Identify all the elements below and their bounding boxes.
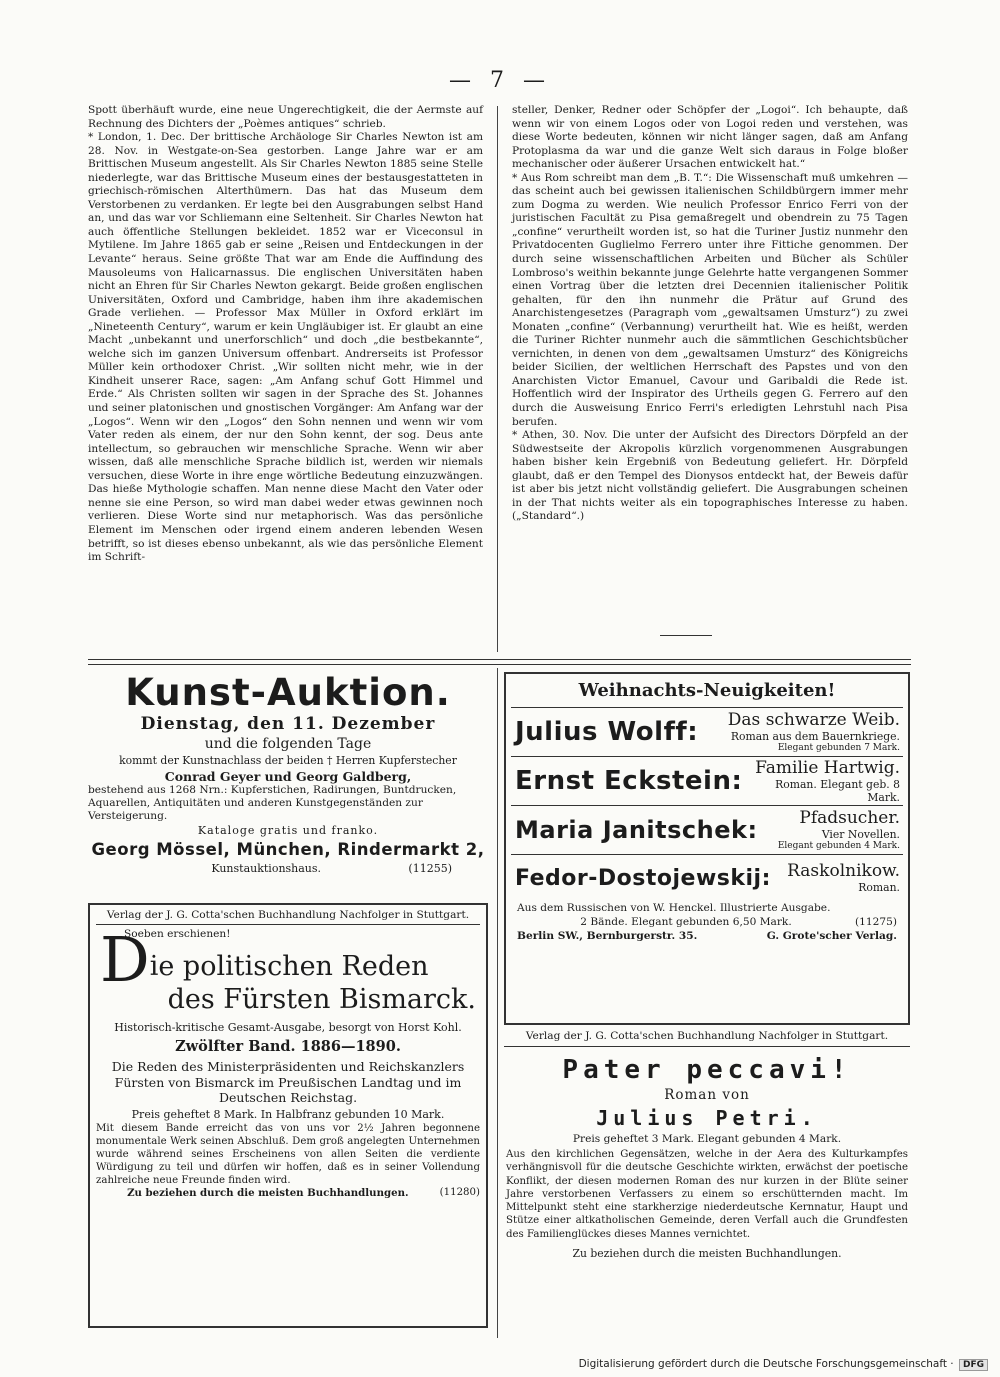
book-subtitle: Roman. — [858, 881, 900, 894]
book-subtitle: Roman aus dem Bauernkriege. — [730, 729, 900, 743]
bismarck-text: Mit diesem Bande erreicht das von uns vor 2½ Jahren begonnene monumentale Werk seinen Abschluß. Dem groß angelegten Unternehmen wurde während seines Erscheinens von allen Seiten die verdiente Würdigung zu teil und dürfen wir hoffen, daß es in seiner Vollendung zahlreiche neue Freunde finden wird. — [96, 1122, 480, 1186]
dfg-logo-icon: DFG — [959, 1359, 988, 1371]
christmas-publisher: G. Grote'scher Verlag. — [766, 930, 897, 942]
article-paragraph: * Aus Rom schreibt man dem „B. T.“: Die Wissenschaft muß umkehren — das scheint auch bei gewissen italienischen Schildbürgern immer mehr zum Dogma zu werden. Wie neulich Professor Enrico Ferri von der juristischen Facultät zu Pisa gemaßregelt und obendrein zu 75 Tagen „confine“ verurtheilt worden ist, so hat die Turiner Justiz nunmehr den Privatdocenten Guglielmo Ferrero unter ihre Fittiche genommen. Der durch seine wissenschaftlichen Arbeiten und Bücher als Schüler Lombroso's weithin bekannte junge Gelehrte hatte vergangenen Sommer einen Vortrag über die letzten drei Decennien italienischer Politik gehalten, für den ihn nunmehr die Prätur auf Grund des Anarchistengesetzes (Paragraph vom „gewaltsamen Umsturz“) zu zwei Monaten „confine“ (Verbannung) verurtheilt hat. Wie es heißt, werden die Turiner Richter nunmehr auch die sämmtlichen Geschichtsbücher vernichten, in denen von dem „gewaltsamen Umsturz“ des Königreichs beider Sicilien, der weltlichen Herrschaft des Papstes und von den Anarchisten Victor Emanuel, Cavour und Garibaldi die Rede ist. Hoffentlich wird der Inspirator des Urtheils gegen G. Ferrero auf den durch die Ausweisung Enrico Ferri's erledigten Lehrstuhl nach Pisa berufen. — [512, 171, 908, 428]
book-subtitle: Roman. Elegant geb. 8 Mark. — [775, 777, 900, 804]
auction-catalogues: Kataloge gratis und franko. — [197, 824, 379, 837]
bismarck-title-rest: ie politischen Reden — [149, 951, 429, 982]
book-author: Maria Janitschek: — [515, 816, 758, 844]
article-end-rule — [660, 635, 712, 636]
book-note: Elegant gebunden 7 Mark. — [777, 742, 900, 753]
bismarck-just-out: Soeben erschienen! — [124, 928, 231, 940]
bismarck-volume: Zwölfter Band. 1886—1890. — [175, 1038, 401, 1055]
pater-price: Preis geheftet 3 Mark. Elegant gebunden 4 Mark. — [572, 1133, 842, 1145]
auction-contents: bestehend aus 1268 Nrn.: Kupferstichen, Radirungen, Buntdrucken, Aquarellen, Antiquitäten und anderen Kunstgegenständen zur Versteigerung. — [88, 784, 457, 822]
bismarck-advertisement — [88, 903, 488, 1328]
pater-subtitle: Roman von — [664, 1087, 750, 1103]
book-title: Das schwarze Weib. — [727, 709, 900, 730]
book-title: Pfadsucher. — [799, 807, 900, 828]
bismarck-price: Preis geheftet 8 Mark. In Halbfranz gebunden 10 Mark. — [131, 1107, 445, 1121]
book-title: Raskolnikow. — [787, 861, 900, 881]
digitization-credit: Digitalisierung gefördert durch die Deutsche Forschungsgemeinschaft · DFG — [579, 1358, 988, 1371]
pater-advertisement — [504, 1030, 910, 1260]
page-number: — 7 — — [449, 68, 551, 93]
christmas-city: Berlin SW., Bernburgerstr. 35. — [517, 930, 698, 942]
book-translation: Aus dem Russischen von W. Henckel. Illustrierte Ausgabe. — [517, 902, 831, 914]
christmas-number: (11275) — [855, 916, 897, 928]
christmas-heading: Weihnachts-Neuigkeiten! — [511, 678, 903, 708]
article-paragraph: steller, Denker, Redner oder Schöpfer der „Logoi“. Ich behaupte, daß wenn wir von einem Logos oder von Logoi reden und verstehen, was diese Worte bedeuten, können wir nicht länger sagen, daß am Anfang Protoplasma da war und die ganze Welt sich daraus in Folge bloßer mechanischer oder äußerer Ursachen entwickelt hat.“ — [512, 104, 908, 171]
book-author: Ernst Eckstein: — [515, 766, 743, 796]
bismarck-number: (11280) — [439, 1186, 480, 1198]
auction-date: Dienstag, den 11. Dezember — [140, 714, 436, 734]
auction-house: Kunstauktionshaus. — [211, 861, 322, 875]
credit-text: Digitalisierung gefördert durch die Deutsche Forschungsgemeinschaft — [578, 1358, 947, 1370]
auction-number: (11255) — [408, 861, 452, 875]
auction-names: Conrad Geyer und Georg Galdberg, — [164, 768, 412, 784]
book-entry — [511, 855, 903, 901]
bismarck-title-line2: des Fürsten Bismarck. — [167, 984, 476, 1015]
bismarck-edition: Historisch-kritische Gesamt-Ausgabe, besorgt von Horst Kohl. — [114, 1021, 462, 1034]
auction-headline: Kunst-Auktion. — [125, 671, 451, 714]
book-entry — [511, 708, 903, 757]
book-subtitle: Vier Novellen. — [821, 827, 900, 841]
auction-following-days: und die folgenden Tage — [204, 736, 372, 752]
section-divider — [88, 659, 911, 665]
pater-available: Zu beziehen durch die meisten Buchhandlungen. — [572, 1247, 842, 1261]
book-author: Fedor-Dostojewskij: — [515, 865, 771, 891]
pater-title: Pater peccavi! — [562, 1055, 852, 1085]
right-article-column — [512, 104, 908, 524]
pater-author: Julius Petri. — [596, 1106, 818, 1130]
bismarck-available: Zu beziehen durch die meisten Buchhandlungen. — [127, 1186, 409, 1199]
book-entry — [511, 757, 903, 806]
auction-estate: kommt der Kunstnachlass der beiden † Herren Kupferstecher — [119, 754, 457, 767]
book-entry — [511, 806, 903, 855]
book-author: Julius Wolff: — [515, 717, 699, 747]
article-paragraph: * Athen, 30. Nov. Die unter der Aufsicht des Directors Dörpfeld an der Südwestseite der Akropolis kürzlich vorgenommenen Ausgrabungen haben bisher kein Ergebniß von Bedeutung geliefert. Hr. Dörpfeld glaubt, daß er den Tempel des Dionysos entdeckt hat, der Beweis dafür ist aber bis jetzt nicht vollständig geliefert. Die Ausgrabungen scheinen in der That nichts weiter als ein topographisches Interesse zu haben. („Standard“.) — [512, 429, 908, 523]
article-paragraph: Spott überhäuft wurde, eine neue Ungerechtigkeit, die der Aermste auf Rechnung des Dichters der „Poèmes antiques“ schrieb. — [88, 104, 483, 130]
book-title: Familie Hartwig. — [755, 757, 900, 778]
column-divider — [497, 106, 498, 652]
article-paragraph: * London, 1. Dec. Der brittische Archäologe Sir Charles Newton ist am 28. Nov. in Westgate-on-Sea gestorben. Lange Jahre war er am Brittischen Museum angestellt. Als Sir Charles Newton 1885 seine Stelle niederlegte, war das Brittische Museum eines der bestausgestatteten in griechisch-römischen Alterthümern. Das hat das Museum dem Verstorbenen zu verdanken. Er legte bei den Ausgrabungen selbst Hand an, und das war vor Schliemann eine Seltenheit. Sir Charles Newton hat auch öffentliche Stellungen bekleidet. 1852 war er Viceconsul in Mytilene. Im Jahre 1865 gab er seine „Reisen und Entdeckungen in der Levante“ heraus. Seine größte That war am Ende die Auffindung des Mausoleums von Halicarnassus. Die englischen Universitäten haben nicht an Ehren für Sir Charles Newton gekargt. Beide großen englischen Universitäten, Oxford und Cambridge, haben ihm ihre akademischen Grade verliehen. — Professor Max Müller in Oxford erklärt im „Nineteenth Century“, warum er kein Ungläubiger ist. Er glaubt an eine Macht „unbekannt und unerforschlich“ und doch „die bestbekannte“, welche sich im ganzen Universum offenbart. Andrerseits ist Professor Müller kein orthodoxer Christ. „Wir sollten nicht mehr, wie in der Kindheit unserer Race, sagen: „Am Anfang schuf Gott Himmel und Erde.“ Als Christen sollten wir sagen in der Sprache des St. Johannes und seiner platonischen und gnostischen Vorgänger: Am Anfang war der „Logos“. Wenn wir den „Logos“ den Sohn nennen und wenn wir vom Vater reden als einem, der nur den Sohn kennt, der sog. Deus ante intellectum, so gebrauchen wir menschliche Sprache. Wenn wir aber wissen, daß alle menschliche Sprache bildlich ist, werden wir niemals versuchen, diese Worte in ihre enge wörtliche Bedeutung einzuzwängen. Das hieße Mythologie schaffen. Man nenne diese Macht den Vater oder nenne sie eine Person, so wird man dabei weder etwas gewinnen noch verlieren. Diese Worte sind nur metaphorisch. Was das persönliche Element im Menschen oder irgend einem anderen lebenden Wesen betrifft, so ist dieses ebenso unbekannt, als wie das persönliche Element im Schrift- — [88, 131, 483, 564]
bismarck-publisher: Verlag der J. G. Cotta'schen Buchhandlung Nachfolger in Stuttgart. — [96, 909, 480, 925]
christmas-advertisement — [504, 672, 910, 1025]
book-note: Elegant gebunden 4 Mark. — [777, 840, 900, 851]
bismarck-description: Die Reden des Ministerpräsidenten und Reichskanzlers Fürsten von Bismarck im Preußischen Landtag und im Deutschen Reichstag. — [111, 1059, 465, 1105]
ad-column-divider — [497, 668, 498, 1338]
auction-dealer: Georg Mössel, München, Rindermarkt 2, — [91, 839, 485, 859]
left-article-column — [88, 104, 483, 565]
pater-blurb: Aus den kirchlichen Gegensätzen, welche in der Aera des Kulturkampfes verhängnisvoll für die deutsche Geschichte wirkten, erwächst der poetische Konflikt, der diesen modernen Roman des nur kurzen in der Blüte seiner Jahre verstorbenen Verfassers zu einem so erschütternden macht. Im Mittelpunkt steht eine starkherzige niederdeutsche Kernnatur, Haupt und Stütze einer altkatholischen Gemeinde, deren Verfall auch die Grundfesten des Familienglückes dieses Mannes vernichtet. — [506, 1149, 908, 1240]
bismarck-title-initial: D — [100, 923, 150, 996]
auction-advertisement — [88, 672, 488, 876]
pater-publisher: Verlag der J. G. Cotta'schen Buchhandlung Nachfolger in Stuttgart. — [504, 1030, 910, 1047]
book-volumes: 2 Bände. Elegant gebunden 6,50 Mark. — [580, 916, 792, 928]
